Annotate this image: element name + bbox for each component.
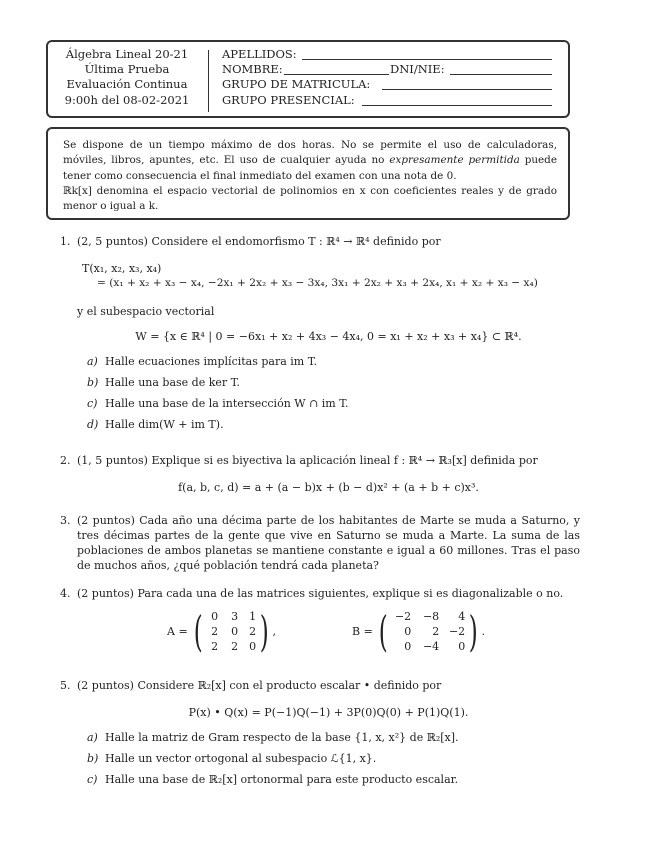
grupo-matricula-label: GRUPO DE MATRICULA: — [222, 77, 371, 92]
grupo-matricula-line[interactable] — [382, 89, 552, 90]
test-name: Última Prueba — [84, 62, 170, 77]
problem-number: 1. — [60, 235, 71, 248]
grupo-presencial-line[interactable] — [362, 105, 552, 106]
map-definition-lhs: T(x₁, x₂, x₃, x₄) — [82, 262, 162, 275]
problem-number: 4. — [60, 587, 71, 600]
item-5b: b) Halle un vector ortogonal al subespacio ℒ{1, x}. — [87, 752, 377, 765]
apellidos-line[interactable] — [302, 59, 552, 60]
header-divider — [208, 50, 209, 112]
item-1a: a) Halle ecuaciones implícitas para im T. — [87, 355, 317, 368]
nombre-row — [222, 62, 558, 77]
course-info — [48, 47, 206, 108]
problem-1 — [60, 234, 580, 444]
dni-line[interactable] — [450, 74, 552, 75]
problem-number: 5. — [60, 679, 71, 692]
instructions-box — [46, 127, 570, 220]
dni-label: DNI/NIE: — [390, 62, 445, 77]
problem-number: 2. — [60, 454, 71, 467]
problem-3-text: (2 puntos) Cada año una décima parte de los habitantes de Marte se muda a Saturno, y tres décimas partes de la gente que vive en Saturno se muda a Marte. La suma de las poblaciones de ambos planetas se mantiene constante e igual a 60 millones. Tras el paso de muchos años, ¿qué población tendrá cada planeta? — [77, 514, 580, 572]
nombre-label: NOMBRE: — [222, 62, 283, 77]
instructions-rules: Se dispone de un tiempo máximo de dos horas. No se permite el uso de calculadoras, móviles, libros, apuntes, etc. El uso de cualquier ayuda no expresamente permitida puede tener como consecuencia el final inmediato del examen con una nota de 0. — [63, 139, 557, 182]
matrices-row — [77, 606, 580, 665]
subspace-intro: y el subespacio vectorial — [77, 305, 215, 318]
matrix-B-entries: −2 −8 4 0 2 −2 0 −4 0 — [394, 610, 466, 653]
nombre-line[interactable] — [284, 74, 389, 75]
linear-map-formula: f(a, b, c, d) = a + (a − b)x + (b − d)x² + (a + b + c)x³. — [178, 481, 479, 494]
problem-5-intro: (2 puntos) Considere ℝ₂[x] con el producto escalar • definido por — [77, 679, 442, 692]
grupo-presencial-label: GRUPO PRESENCIAL: — [222, 92, 355, 107]
grupo-matricula-row — [222, 77, 558, 92]
grupo-presencial-row — [222, 93, 558, 108]
map-definition-rhs: = (x₁ + x₂ + x₃ − x₄, −2x₁ + 2x₂ + x₃ − 3x₄, 3x₁ + 2x₂ + x₃ + 2x₄, x₁ + x₂ + x₃ − x₄) — [97, 277, 538, 289]
problem-1-intro: (2, 5 puntos) Considere el endomorfismo T : ℝ⁴ → ℝ⁴ definido por — [77, 235, 441, 248]
matrix-A: A = ( 0 3 1 2 0 2 2 2 0 ) , — [167, 606, 276, 656]
course-title: Álgebra Lineal 20-21 — [65, 47, 189, 61]
item-1b: b) Halle una base de ker T. — [87, 376, 240, 389]
item-1d: d) Halle dim(W + im T). — [87, 418, 224, 431]
instructions-notation: ℝk[x] denomina el espacio vectorial de polinomios en x con coeficientes reales y de grado menor o igual a k. — [63, 184, 557, 213]
apellidos-label: APELLIDOS: — [222, 47, 297, 61]
exam-header — [46, 40, 570, 118]
exam-datetime: 9:00h del 08-02-2021 — [64, 92, 190, 107]
emphasis-text: expresamente permitida — [389, 154, 520, 167]
matrix-B: B = ( −2 −8 4 0 2 −2 0 −4 0 ) . — [352, 606, 486, 656]
item-5a: a) Halle la matriz de Gram respecto de la base {1, x, x²} de ℝ₂[x]. — [87, 731, 459, 744]
item-1c: c) Halle una base de la intersección W ∩ im T. — [87, 397, 349, 410]
problem-4-intro: (2 puntos) Para cada una de las matrices siguientes, explique si es diagonalizable o no. — [77, 587, 564, 600]
problem-2-intro: (1, 5 puntos) Explique si es biyectiva la aplicación lineal f : ℝ⁴ → ℝ₃[x] definida por — [77, 454, 538, 467]
student-fields — [222, 47, 558, 108]
item-5c: c) Halle una base de ℝ₂[x] ortonormal para este producto escalar. — [87, 773, 459, 786]
instructions-text — [63, 138, 557, 214]
apellidos-row — [222, 47, 558, 62]
problem-number: 3. — [60, 514, 71, 527]
inner-product-formula: P(x) • Q(x) = P(−1)Q(−1) + 3P(0)Q(0) + P(1)Q(1). — [188, 706, 469, 719]
matrix-A-entries: 0 3 1 2 0 2 2 2 0 — [211, 610, 257, 653]
evaluation-mode: Evaluación Continua — [66, 77, 188, 92]
subspace-W-definition: W = {x ∈ ℝ⁴ | 0 = −6x₁ + x₂ + 4x₃ − 4x₄, 0 = x₁ + x₂ + x₃ + x₄} ⊂ ℝ⁴. — [135, 330, 522, 343]
